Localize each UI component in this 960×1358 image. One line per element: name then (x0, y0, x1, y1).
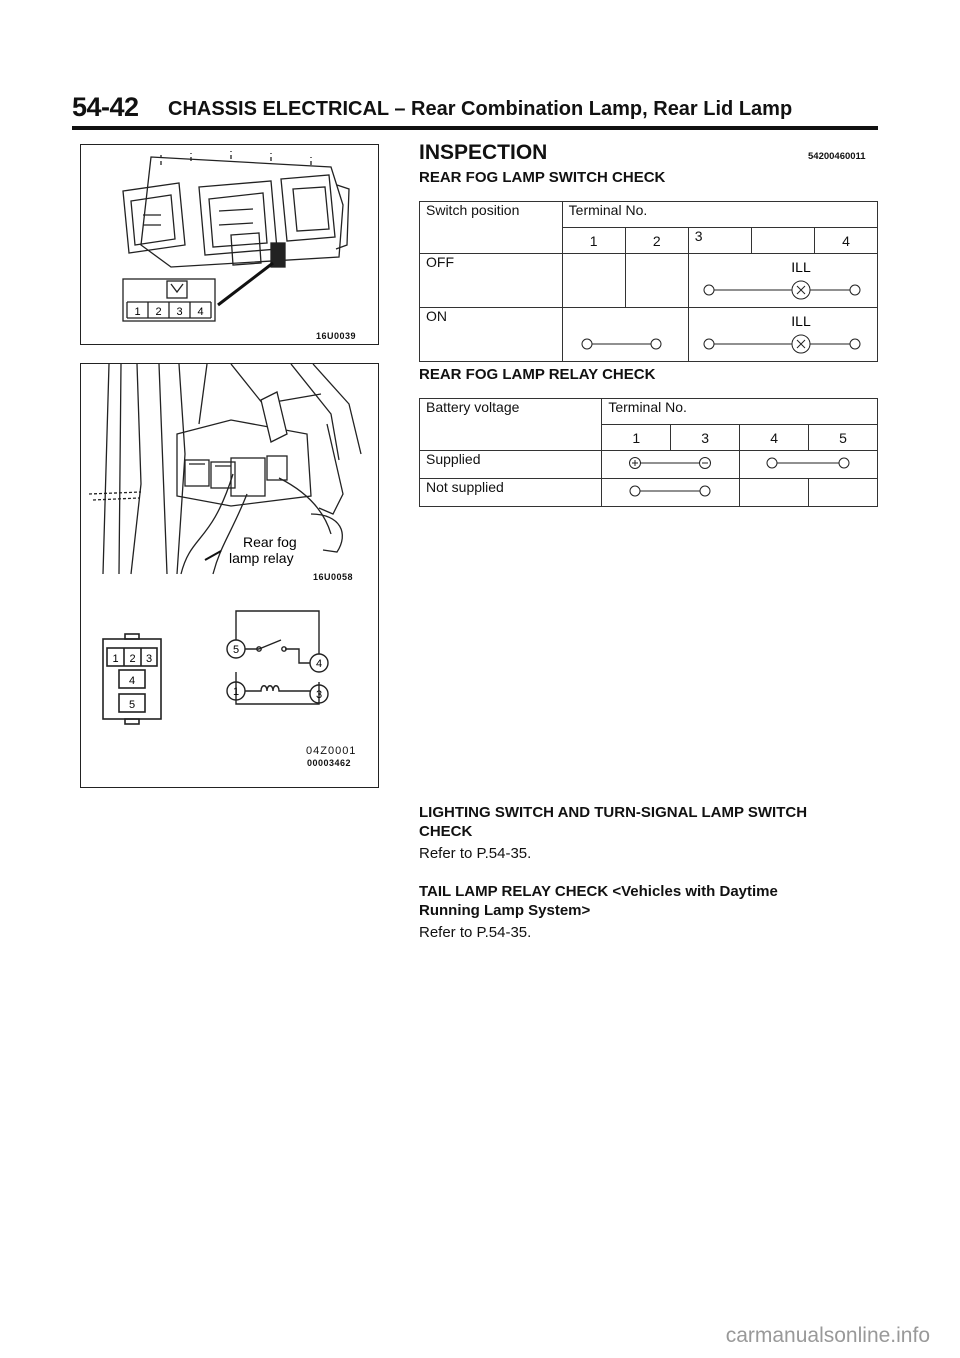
relay-pin: 2 (129, 653, 136, 665)
tail-lamp-title: TAIL LAMP RELAY CHECK <Vehicles with Daytime Running Lamp System> (419, 883, 778, 919)
relay-row-label: Not supplied (420, 479, 602, 507)
relay-supplied-connection-1-3 (602, 451, 740, 479)
switch-row-label: OFF (420, 254, 563, 308)
continuity-mark (563, 308, 681, 358)
continuity-mark (602, 479, 738, 503)
relay-check-title: REAR FOG LAMP RELAY CHECK (419, 366, 656, 383)
circuit-pin: 1 (232, 686, 240, 698)
relay-pin: 1 (112, 653, 119, 665)
continuity-mark (740, 451, 876, 475)
terminal-header: 4 (814, 228, 877, 254)
switch-row-label: ON (420, 308, 563, 362)
inspection-code: 54200460011 (808, 151, 866, 162)
circuit-pin: 4 (315, 658, 323, 670)
switch-header-left: Switch position (420, 202, 563, 254)
relay-pin: 5 (128, 699, 136, 711)
switch-illustration (81, 145, 378, 344)
switch-on-connection-1-2 (562, 308, 688, 362)
page-title: CHASSIS ELECTRICAL – Rear Combination Lamp, Rear Lid Lamp (168, 98, 793, 120)
switch-off-connection (688, 254, 877, 308)
relay-header-right: Terminal No. (602, 399, 878, 425)
switch-check-title: REAR FOG LAMP SWITCH CHECK (419, 169, 666, 186)
lighting-switch-reference: Refer to P.54-35. (419, 845, 532, 862)
terminal-header: 4 (740, 425, 809, 451)
ill-label: ILL (791, 259, 811, 275)
switch-header-right: Terminal No. (562, 202, 877, 228)
relay-pin: 4 (128, 675, 136, 687)
ill-label: ILL (791, 313, 811, 329)
relay-callout-line1: Rear fog (243, 534, 297, 550)
terminal-header: 3 (688, 228, 751, 254)
switch-on-connection-3-4 (688, 308, 877, 362)
relay-row-label: Supplied (420, 451, 602, 479)
figure-code-secondary: 04Z0001 (306, 745, 357, 757)
figure-code: 16U0058 (313, 572, 354, 582)
switch-connector-figure (80, 144, 379, 345)
circuit-pin: 3 (315, 689, 323, 701)
connector-pin: 1 (134, 306, 141, 318)
circuit-pin: 5 (232, 644, 240, 656)
terminal-header: 1 (602, 425, 671, 451)
relay-check-table (419, 398, 878, 507)
terminal-header: 2 (625, 228, 688, 254)
continuity-mark (689, 308, 867, 358)
page-header (72, 92, 878, 130)
relay-header-left: Battery voltage (420, 399, 602, 451)
watermark: carmanualsonline.info (725, 1324, 930, 1347)
connector-pin: 3 (176, 306, 183, 318)
connector-pin: 2 (155, 306, 162, 318)
page-number: 54-42 (72, 92, 139, 122)
relay-figure (80, 363, 379, 788)
continuity-mark (689, 254, 867, 304)
relay-pin: 3 (145, 653, 153, 665)
relay-supplied-connection-4-5 (740, 451, 878, 479)
connector-pin: 4 (197, 306, 204, 318)
switch-check-table (419, 201, 878, 362)
inspection-title: INSPECTION (419, 141, 548, 164)
figure-code-tertiary: 00003462 (307, 758, 352, 768)
lighting-switch-title: LIGHTING SWITCH AND TURN-SIGNAL LAMP SWITCH CHECK (419, 804, 808, 840)
terminal-header: 5 (809, 425, 878, 451)
relay-callout-line2: lamp relay (229, 550, 294, 566)
tail-lamp-reference: Refer to P.54-35. (419, 924, 532, 941)
relay-not-supplied-connection-1-3 (602, 479, 740, 507)
terminal-header: 3 (671, 425, 740, 451)
continuity-mark (602, 451, 738, 475)
figure-code: 16U0039 (316, 331, 357, 341)
terminal-header: 1 (562, 228, 625, 254)
